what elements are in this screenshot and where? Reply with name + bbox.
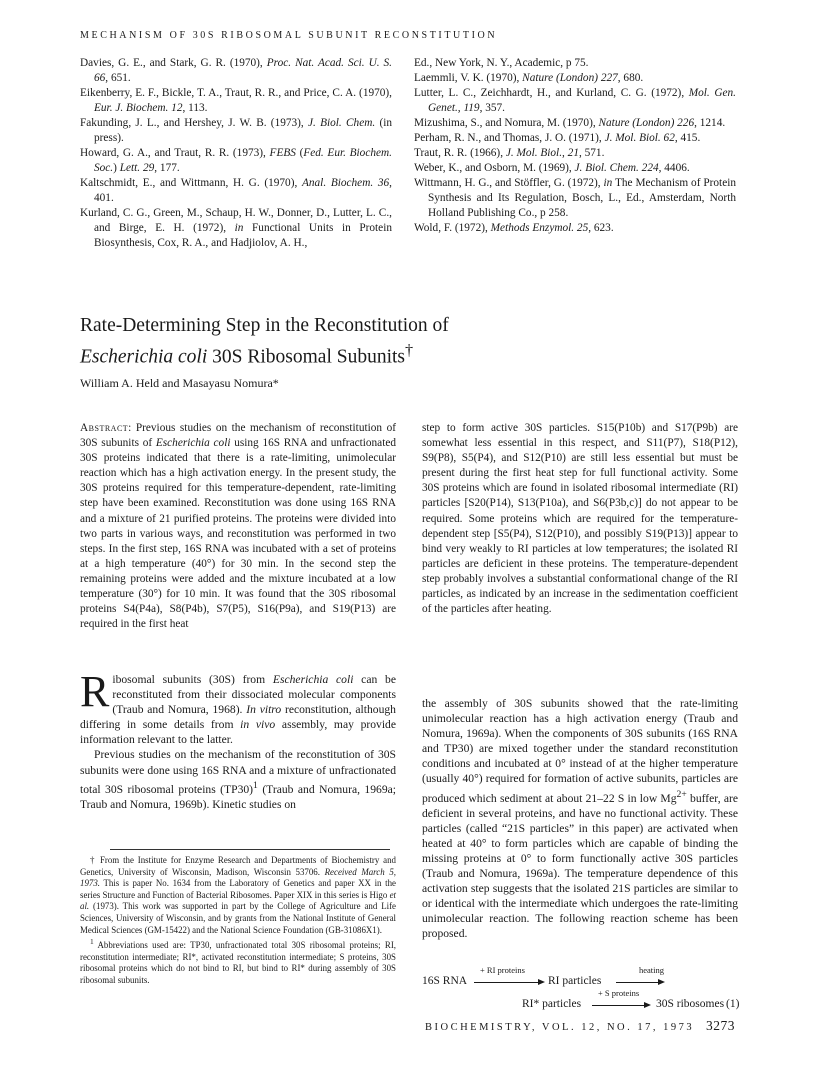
- footnotes: [80, 855, 396, 987]
- footnote-affiliation: † From the Institute for Enzyme Research and Departments of Biochemistry and Genetics, University of Wisconsin, Madison, Wisconsin 53706. Received March 5, 1973. This is paper No. 1634 from the Laboratory of Genetics and paper XX in the series Structure and Function of Bacterial Ribosomes. Paper XIX in this series is Higo et al. (1973). This work was supported in part by the College of Agriculture and Life Sciences, University of Wisconsin, and by grants from the National Institute of General Medical Sciences (GM-15422) and the National Science Foundation (GB-31086X1).: [80, 855, 396, 935]
- scheme-ri-particles: RI particles: [548, 975, 602, 987]
- reference-entry: Davies, G. E., and Stark, G. R. (1970), Proc. Nat. Acad. Sci. U. S. 66, 651.: [80, 57, 392, 84]
- abstract-right: step to form active 30S particles. S15(P10b) and S17(P9b) are somewhat less essential in this respect, and S11(P7), S18(P12), S9(P8), S5(P4), and S12(P10) are still less essential but must be present during the first heat step for full functional activity. Some 30S proteins which are found in isolated ribosomal intermediate (RI) particles [S20(P14), S13(P10a), and S6(P3b,c)] do not appear to be required. Some proteins which are required for the temperature-dependent step [S5(P4), S12(P10), and possibly S19(P13)] appear to bind very weakly to RI particles at low temperatures; the isolated RI particles are deficient in these proteins. The temperature-dependent step probably involves a substantial conformational change of the RI particles, as indicated by an increase in the sedimentation coefficient of the particles after heating.: [422, 422, 738, 616]
- body-right-column: the assembly of 30S subunits showed that the rate-limiting unimolecular reaction has a high activation energy (Traub and Nomura, 1969a). When the components of 30S subunits (16S RNA and TP30) are mixed together under the standard reconstitution conditions and incubated at 0° instead of at the higher temperature (usually 40°) required for formation of active subunits, particles are produced which sediment at about 21–22 S in low $Mg^{2+}$ buffer, are deficient in several proteins, and have no functional activity. These particles (called “21S particles” in this paper) are activated when heated at 40° to form particles which are capable of binding the missing proteins at 0° to form functionally active 30S particles (Traub and Nomura, 1969a). The temperature dependence of this activation step suggests that the isolated 21S particles are similar to or identical with the intermediate which undergoes the rate-limiting unimolecular reaction. The following reaction scheme has been proposed.: [422, 697, 738, 941]
- reference-entry: Wold, F. (1972), Methods Enzymol. 25, 623.: [414, 222, 614, 234]
- reference-entry: Mizushima, S., and Nomura, M. (1970), Nature (London) 226, 1214.: [414, 117, 726, 129]
- reference-entry: Fakunding, J. L., and Hershey, J. W. B. (1973), J. Biol. Chem. (in press).: [80, 117, 393, 144]
- reaction-scheme: [422, 965, 742, 1013]
- scheme-arrow3-label: + S proteins: [598, 988, 640, 998]
- scheme-arrow1-label: + RI proteins: [480, 965, 525, 975]
- article-authors: William A. Held and Masayasu Nomura*: [80, 376, 279, 390]
- abstract-left: Abstract: Previous studies on the mechanism of reconstitution of 30S subunits of Escherichia coli using 16S RNA and unfractionated 30S proteins indicated that there is a rate-limiting, unimolecular reaction which has a high activation energy. In the present study, the 30S proteins required for this temperature-dependent, rate-limiting step have been examined. Reconstitution was done using 16S RNA and a mixture of 21 purified proteins. The proteins were divided into two parts in various ways, and reconstitution was performed in two steps. In the first step, 16S RNA was incubated with a set of proteins at a high temperature (40°) for 30 min. In the second step the remaining proteins were added and the mixture incubated at a low temperature (30°) for 10 min. It was found that the 30S ribosomal proteins S4(P4a), S8(P4b), S7(P5), S16(P9a), and S19(P13) are required in the first heat: [80, 422, 396, 631]
- article-title: Rate-Determining Step in the Reconstitution of Escherichia coli 30S Ribosomal Subunits†: [80, 315, 449, 368]
- dropcap: R: [80, 667, 110, 716]
- scheme-arrow2-head: [658, 979, 665, 985]
- reference-entry: Lutter, L. C., Zeichhardt, H., and Kurland, C. G. (1972), Mol. Gen. Genet., 119, 357.: [414, 87, 736, 114]
- scheme-16s-rna: 16S RNA: [422, 975, 468, 987]
- scheme-30s-ribosomes: 30S ribosomes: [656, 998, 725, 1010]
- intro-paragraph: ibosomal subunits (30S) from Escherichia coli can be reconstituted from their dissociated molecular components (Traub and Nomura, 1968). In vitro reconstitution, although differing in some details from in vivo assembly, may provide information relevant to the latter.: [80, 673, 397, 747]
- scheme-arrow1-head: [538, 979, 545, 985]
- reference-entry: Kaltschmidt, E., and Wittmann, H. G. (1970), Anal. Biochem. 36, 401.: [80, 177, 392, 204]
- footnote-rule: [110, 849, 390, 850]
- abstract-text-left: Previous studies on the mechanism of reconstitution of 30S subunits of Escherichia coli using 16S RNA and unfractionated 30S proteins indicated that there is a rate-limiting, unimolecular reaction which has a high activation energy. In the present study, the 30S proteins required for this temperature-dependent, rate-limiting step have been examined. Reconstitution was done using 16S RNA and a mixture of 21 purified proteins. The proteins were divided into two parts in various ways, and reconstitution was performed in two steps. In the first step, 16S RNA was incubated with a set of proteins at a high temperature (40°) for 30 min. In the second step the remaining proteins were added and the mixture incubated at a low temperature (30°) for 10 min. It was found that the 30S ribosomal proteins S4(P4a), S8(P4b), S7(P5), S16(P9a), and S19(P13) are required in the first heat: [80, 422, 396, 631]
- scheme-ri-star-particles: RI* particles: [522, 998, 582, 1010]
- scheme-arrow2-label: heating: [639, 965, 665, 975]
- journal-footer: BIOCHEMISTRY, VOL. 12, NO. 17, 1973: [425, 1022, 695, 1033]
- reference-entry: Weber, K., and Osborn, M. (1969), J. Biol. Chem. 224, 4406.: [414, 162, 690, 174]
- reference-entry: Howard, G. A., and Traut, R. R. (1973), FEBS (Fed. Eur. Biochem. Soc.) Lett. 29, 177.: [80, 147, 392, 174]
- reference-entry: Perham, R. N., and Thomas, J. O. (1971), J. Mol. Biol. 62, 415.: [414, 132, 701, 144]
- scheme-arrow3: [592, 1005, 646, 1006]
- scheme-arrow2: [616, 982, 660, 983]
- page-number: 3273: [706, 1018, 735, 1033]
- reference-entry: Wittmann, H. G., and Stöffler, G. (1972), in The Mechanism of Protein Synthesis and Its Regulation, Bosch, L., Ed., Amsterdam, North Holland Publishing Co., p 258.: [414, 177, 736, 219]
- references-right-column: [414, 56, 736, 236]
- reference-entry: Kurland, C. G., Green, M., Schaup, H. W., Donner, D., Lutter, L. C., and Birge, E. H. (1972), in Functional Units in Protein Biosynthesis, Cox, R. A., and Hadjiolov, A. H.,: [80, 207, 392, 249]
- previous-studies-paragraph: Previous studies on the mechanism of the reconstitution of 30S subunits were done using 16S RNA and a mixture of unfractionated total 30S ribosomal proteins $(TP30)^1$ (Traub and Nomura, 1969a; Traub and Nomura, 1969b). Kinetic studies on: [80, 748, 396, 811]
- running-header: MECHANISM OF 30S RIBOSOMAL SUBUNIT RECONSTITUTION: [80, 30, 498, 41]
- reference-entry: Ed., New York, N. Y., Academic, p 75.: [414, 57, 589, 69]
- abstract-label: Abstract: [80, 422, 129, 434]
- scheme-arrow1: [474, 982, 540, 983]
- scheme-arrow3-head: [644, 1002, 651, 1008]
- scheme-equation-number: (1): [726, 998, 740, 1010]
- body-left-column: [80, 667, 397, 812]
- footnote-abbreviations: $^1$ Abbreviations used are: TP30, unfractionated total 30S ribosomal proteins; RI, reconstitution intermediate; RI*, activated reconstitution intermediate; S proteins, 30S ribosomal proteins which do not bind to RI, but bind to RI* during assembly of 30S ribosomal subunits.: [80, 937, 396, 985]
- reference-entry: Laemmli, V. K. (1970), Nature (London) 227, 680.: [414, 72, 644, 84]
- reference-entry: Eikenberry, E. F., Bickle, T. A., Traut, R. R., and Price, C. A. (1970), Eur. J. Biochem. 12, 113.: [80, 87, 392, 114]
- reference-entry: Traut, R. R. (1966), J. Mol. Biol., 21, 571.: [414, 147, 605, 159]
- references-left-column: [80, 56, 392, 251]
